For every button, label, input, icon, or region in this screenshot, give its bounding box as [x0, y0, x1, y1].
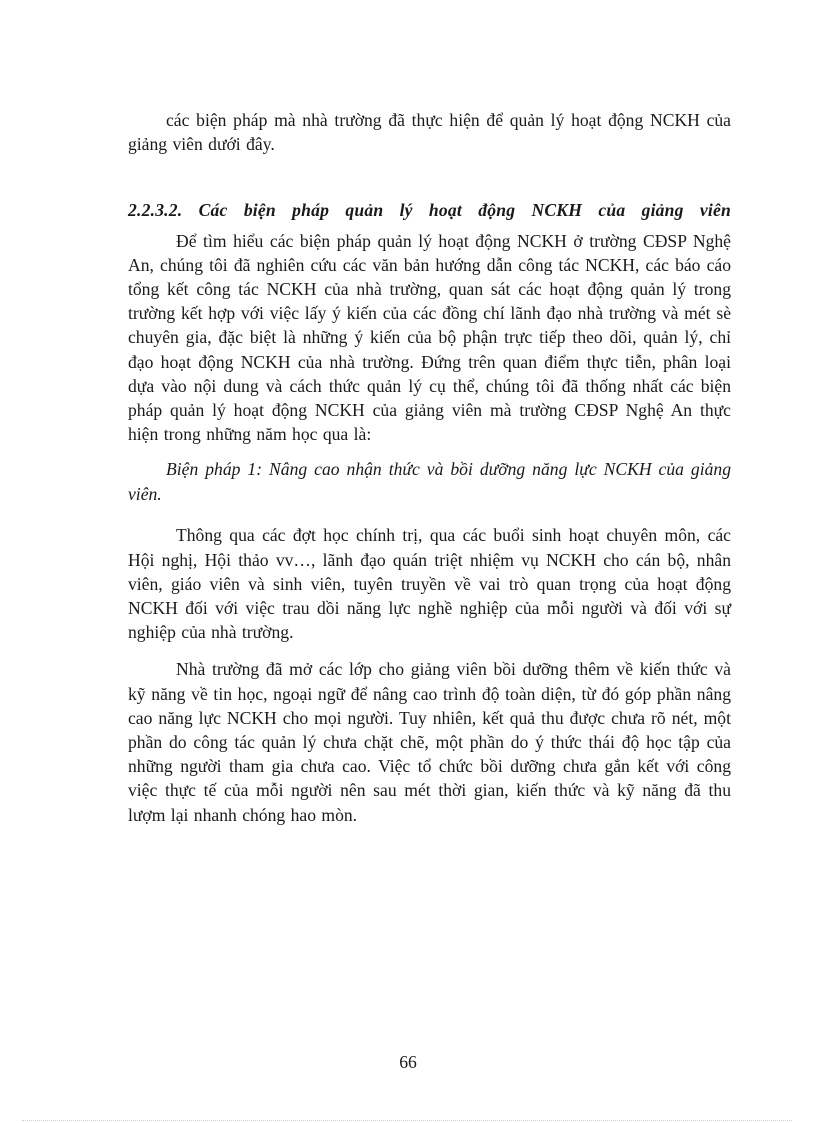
- body-paragraph-training: Nhà trường đã mở các lớp cho giảng viên bồi dưỡng thêm về kiến thức và kỹ năng về tin học, ngoại ngữ để nâng cao trình độ toàn diện, từ đó góp phần nâng cao năng lực NCKH cho mọi người. Tuy nhiên, kết quả thu được chưa rõ nét, một phần do công tác quản lý chưa chặt chẽ, một phần do ý thức thái độ học tập của những người tham gia chưa cao. Việc tổ chức bồi dưỡng chưa gắn kết với công việc thực tế của mỗi người nên sau mét thời gian, kiến thức và kỹ năng đã thu lượm lại nhanh chóng hao mòn.: [128, 659, 731, 825]
- document-page: [128, 108, 731, 827]
- page-bottom-divider: [22, 1120, 792, 1121]
- body-paragraph-methods-overview: Để tìm hiểu các biện pháp quản lý hoạt động NCKH ở trường CĐSP Nghệ An, chúng tôi đã nghiên cứu các văn bản hướng dẫn công tác NCKH, các báo cáo tổng kết công tác NCKH của nhà trường, quan sát các hoạt động quản lý trong trường kết hợp với việc lấy ý kiến của các đồng chí lãnh đạo nhà trường và mét sè chuyên gia, đặc biệt là những ý kiến của bộ phận trực tiếp theo dõi, quản lý, chỉ đạo hoạt động NCKH của nhà trường. Đứng trên quan điểm thực tiễn, phân loại dựa vào nội dung và cách thức quản lý cụ thể, chúng tôi đã thống nhất các biện pháp quản lý hoạt động NCKH của giảng viên mà trường CĐSP Nghệ An thực hiện trong những năm học qua là:: [128, 230, 731, 445]
- body-paragraph-awareness: Thông qua các đợt học chính trị, qua các buổi sinh hoạt chuyên môn, các Hội nghị, Hội thảo vv…, lãnh đạo quán triệt nhiệm vụ NCKH cho cán bộ, nhân viên, giáo viên và sinh viên, tuyên truyền về vai trò quan trọng của hoạt động NCKH đối với việc trau dồi năng lực nghề nghiệp của mỗi người và đối với sự nghiệp của nhà trường.: [128, 525, 731, 643]
- page-number: 66: [399, 1052, 417, 1072]
- measure-1-title: Biện pháp 1: Nâng cao nhận thức và bồi dưỡng năng lực NCKH của giảng viên.: [128, 459, 731, 504]
- section-heading: 2.2.3.2. Các biện pháp quản lý hoạt động NCKH của giảng viên: [128, 200, 731, 221]
- intro-paragraph: các biện pháp mà nhà trường đã thực hiện để quản lý hoạt động NCKH của giảng viên dưới đây.: [128, 110, 731, 155]
